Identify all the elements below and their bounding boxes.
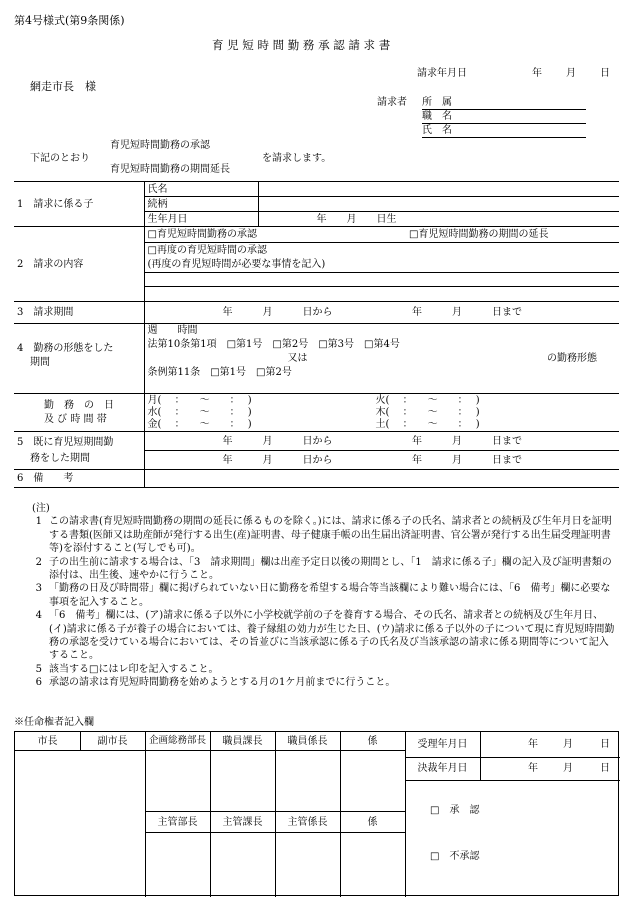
received-month[interactable]: 月 [563,739,573,750]
request-date-month[interactable]: 月 [566,68,576,79]
header-dept-subsection-chief: 主管係長 [287,817,328,828]
intro-option-approval: 育児短時間勤務の承認 [110,140,210,151]
saturday-time[interactable]: 土( ： 〜 ： ) [375,418,480,430]
row4-label-line2: 期間 [30,357,50,368]
work-form-suffix: の勤務形態 [547,353,597,364]
thursday-time[interactable]: 木( ： 〜 ： ) [375,406,480,418]
intro-prefix: 下記のとおり [30,153,90,164]
previous-period-2-until[interactable]: 年 月 日まで [412,454,522,466]
note-item: 5 該当する□にはレ印を記入すること。 [35,663,219,675]
reason-line-1[interactable] [144,273,619,287]
work-form-cell[interactable] [144,324,619,394]
note-item: 3 「勤務の日及び時間帯」欄に掲げられていない日に勤務を希望する場合等当該欄により難い場合には、「6 備考」欄に必要な事項を記入すること。 [35,583,611,608]
reapproval-cell[interactable] [144,243,619,273]
request-period-cell[interactable] [144,302,619,324]
position-field[interactable] [422,110,586,124]
received-date-label: 受理年月日 [417,739,468,750]
previous-period-2-from[interactable]: 年 月 日から [222,454,333,466]
approve-checkbox[interactable]: □ 承 認 [430,805,480,816]
header-vice-mayor: 副市長 [97,736,128,747]
tuesday-time[interactable]: 火( ： 〜 ： ) [375,394,480,406]
row5-label-line1: 5 既に育児短期間勤 [17,436,114,448]
previous-period-1-from[interactable]: 年 月 日から [222,435,333,447]
row5-label-line2: 務をした期間 [30,452,90,464]
header-staff-section-chief: 職員課長 [222,736,263,747]
approval-checkbox[interactable]: □育児短時間勤務の承認 [147,229,257,240]
row2-label: 2 請求の内容 [14,227,144,302]
previous-period-1[interactable] [144,432,619,451]
previous-period-1-until[interactable]: 年 月 日まで [412,435,522,447]
page-title: 育 児 短 時 間 勤 務 承 認 請 求 書 [212,38,391,52]
previous-period-2[interactable] [144,451,619,470]
requester-label: 請求者 [377,97,407,108]
header-staff: 係 [367,736,378,747]
child-relation-label: 続柄 [144,197,258,212]
request-type-cell[interactable] [144,227,619,243]
authority-title: ※任命権者記入欄 [14,717,94,728]
header-dept-section-chief: 主管課長 [222,817,263,828]
received-year[interactable]: 年 [528,739,538,750]
request-date-day[interactable]: 日 [600,68,610,79]
header-staff-subsection-chief: 職員係長 [287,736,328,747]
row4-label [14,324,144,394]
decided-month[interactable]: 月 [563,763,573,774]
form-number: 第4号様式(第9条関係) [14,14,125,27]
row3-label: 3 請求期間 [14,302,144,324]
work-days-cell[interactable] [144,394,619,432]
name-field[interactable] [422,124,586,138]
decided-year[interactable]: 年 [528,763,538,774]
wednesday-time[interactable]: 水( ： 〜 ： ) [147,406,252,418]
name-label: 氏 名 [422,125,452,136]
row6-label: 6 備 考 [14,470,144,488]
child-birth-label: 生年月日 [144,212,258,227]
affiliation-field[interactable] [422,96,586,110]
header-planning-director: 企画総務部長 [148,735,206,746]
or-text: 又は の勤務形態 [287,353,597,364]
work-days-label-line1: 勤 務 の 日 [44,399,114,411]
header-mayor: 市長 [37,736,58,747]
note-item: 4 「6 備考」欄には、(ア)請求に係る子以外に小学校就学前の子を養育する場合、その氏名、請求者との続柄及び生年月日、(イ)請求に係る子が養子の場合においては、養子縁組の効力が生じた日、(ウ)請求に係る子以外の子について現に育児短時間勤務の承認を受けている場合においては、その旨並びに当該承認に係る子の氏名及び当該承認の請求に係る期間等について記入すること。 [35,610,615,662]
weekly-hours[interactable]: 週 時間 [147,325,198,336]
request-date-year[interactable]: 年 [532,68,542,79]
addressee: 網走市長 様 [30,80,96,93]
reason-line-2[interactable] [144,287,619,302]
reapproval-checkbox[interactable]: □再度の育児短時間の承認 [147,244,267,256]
remarks-input[interactable] [144,470,619,488]
intro-suffix: を請求します。 [262,153,332,164]
monday-time[interactable]: 月( ： 〜 ： ) [147,394,252,406]
reason-note: (再度の育児短時間が必要な事情を記入) [147,258,326,270]
child-relation-input[interactable] [258,197,619,212]
request-date-label: 請求年月日 [417,68,467,79]
position-label: 職 名 [422,111,452,122]
row1-label: 1 請求に係る子 [14,182,144,227]
notes [18,502,618,690]
law-article-10[interactable]: 法第10条第1項 □第1号 □第2号 □第3号 □第4号 [147,339,400,350]
period-until[interactable]: 年 月 日まで [412,307,522,318]
decided-date-label: 決裁年月日 [417,763,468,774]
note-item: 1 この請求書(育児短時間勤務の期間の延長に係るものを除く。)には、請求に係る子の氏名、請求者との続柄及び生年月日を証明する書類(医師又は助産師が発行する出生(産)証明書、母子健康手帳の出生届出済証明書、官公署が発行する出生届受理証明書等)を添付すること(写しでも可)。 [35,516,612,555]
affiliation-label: 所 属 [422,97,452,108]
header-dept-director: 主管部長 [157,817,198,828]
child-name-input[interactable] [258,182,619,197]
disapprove-checkbox[interactable]: □ 不承認 [430,851,480,862]
notes-title: (注) [32,503,50,514]
note-item: 6 承認の請求は育児短時間勤務を始めようとする月の1ケ月前までに行うこと。 [35,677,396,689]
header-dept-staff: 係 [367,817,378,828]
intro-option-extension: 育児短時間勤務の期間延長 [110,164,230,175]
decided-day[interactable]: 日 [600,763,610,774]
rule-article-11[interactable]: 条例第11条 □第1号 □第2号 [147,367,292,378]
extension-checkbox[interactable]: □育児短時間勤務の期間の延長 [409,229,549,240]
work-days-label-line2: 及 び 時 間 帯 [44,413,107,425]
work-days-label [14,394,144,432]
period-from[interactable]: 年 月 日から [222,307,333,318]
child-birth-input[interactable]: 年 月 日生 [258,212,619,227]
request-table [14,181,619,488]
friday-time[interactable]: 金( ： 〜 ： ) [147,418,252,430]
authority-table [14,731,619,896]
received-day[interactable]: 日 [600,739,610,750]
note-item: 2 子の出生前に請求する場合は、「3 請求期間」欄は出産予定日以後の期間とし、「1 請求に係る子」欄の記入及び証明書類の添付は、出生後、速やかに行うこと。 [35,556,612,582]
row4-label-line1: 4 勤務の形態をした [17,343,114,354]
row5-label [14,432,144,470]
child-name-label: 氏名 [144,182,258,197]
